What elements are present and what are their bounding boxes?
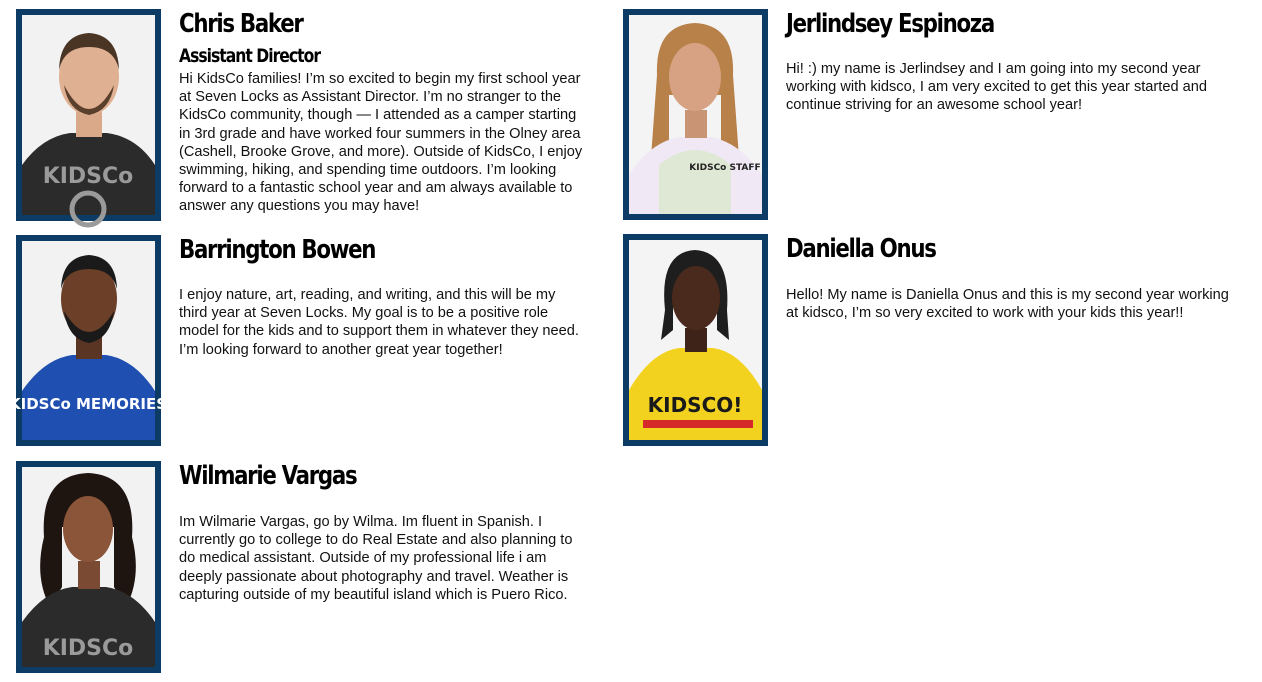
portrait-image [629, 15, 762, 214]
portrait-image [22, 15, 155, 215]
portrait-image [8, 241, 168, 440]
shirt-logo-text: KIDSCo MEMORIES [8, 395, 168, 413]
staff-name: Daniella Onus [786, 234, 936, 264]
portrait-image [629, 240, 762, 440]
staff-name: Wilmarie Vargas [179, 461, 357, 491]
staff-photo [8, 235, 168, 446]
portrait-image [22, 467, 155, 667]
staff-bio: Hi KidsCo families! I’m so excited to begin my first school year at Seven Locks as Assistant Director. I’m no stranger to the KidsCo community, though — I attended as a camper starting in 3rd grade and have worked four summers in the Olney area (Cashell, Brooke Grove, and more). Outside of KidsCo, I enjoy swimming, hiking, and spending time outdoors. I’m looking forward to a fantastic school year and am always available to answer any questions you may have! [179, 71, 583, 215]
shirt-logo-text: KIDSCo STAFF [689, 163, 761, 173]
staff-name: Chris Baker [179, 9, 303, 39]
staff-photo [623, 234, 768, 446]
staff-bio: I enjoy nature, art, reading, and writing, and this will be my third year at Seven Locks. My goal is to be a positive role model for the kids and to support them in whatever they need. I’m looking forward to another great year together! [179, 287, 579, 358]
staff-name: Barrington Bowen [179, 235, 376, 265]
staff-photo [16, 461, 161, 673]
staff-bio: Im Wilmarie Vargas, go by Wilma. Im fluent in Spanish. I currently go to college to do Real Estate and also planning to do medical assistant. Outside of my professional life i am deeply passionate about photography and travel. Weather is capturing outside of my beautiful island which is Puero Rico. [179, 514, 573, 603]
staff-name: Jerlindsey Espinoza [786, 9, 994, 39]
staff-bio: Hi! :) my name is Jerlindsey and I am going into my second year working with kidsco, I am very excited to get this year started and continue striving for an awesome school year! [786, 61, 1207, 114]
staff-photo [623, 9, 768, 220]
shirt-logo-text: KIDSCo [42, 636, 134, 661]
staff-bio: Hello! My name is Daniella Onus and this is my second year working at kidsco, I’m so very excited to work with your kids this year!! [786, 287, 1229, 322]
shirt-logo-text: KIDSCO! [647, 393, 743, 417]
staff-photo [16, 9, 161, 221]
shirt-logo-text: KIDSCo [42, 164, 134, 189]
staff-role: Assistant Director [179, 45, 321, 67]
